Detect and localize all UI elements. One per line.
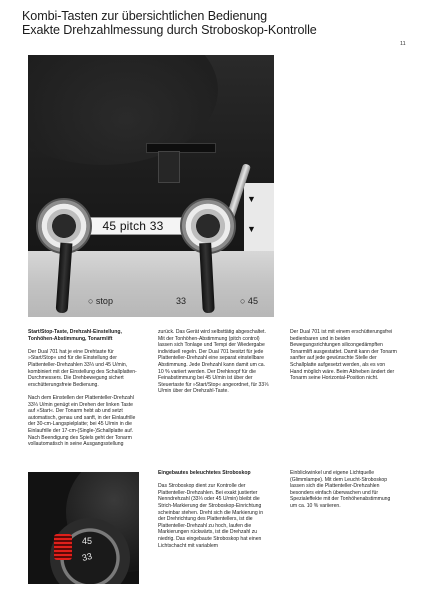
paragraph: Der Dual 701 hat je eine Drehtaste für »Start/Stop« und für die Einstellung der Plattenteller-Drehzahlen 33⅓ und 45 U/min, kombiniert mit der Einstellung des Schallplatten-Durchmessers. Die Drehbewegung sichert erschütterungsfreie Bedienung.	[28, 348, 137, 388]
section-heading-controls: Start/Stop-Taste, Drehzahl-Einstellung, Tonhöhen-Abstimmung, Tonarmlift	[28, 329, 122, 342]
strobe-45-label: 45	[82, 536, 93, 546]
speed-33-label: 33	[176, 296, 187, 306]
pitch-window: 45 pitch 33	[84, 217, 182, 235]
headline	[22, 9, 412, 37]
headline-line-1: Kombi-Tasten zur übersichtlichen Bedienung	[22, 9, 268, 23]
pitch-wheel-slot	[158, 151, 180, 183]
speed-45-label: ○ 45	[240, 296, 258, 306]
paragraph: zurück. Das Gerät wird selbsttätig abgeschaltet. Mit der Tonhöhen-Abstimmung (pitch control) lassen sich Tonlage und Tempi der Wiedergabe individuell regeln. Der Dual 701 besitzt für jede Plattenteller-Drehzahl eine separat einstellbare Abstimmung. Jede Drehzahl kann damit um ca. 10 % variiert werden. Der Drehknopf für die Feinabstimmung bei 45 U/min ist über der Steuertaste für »Start/Stop« angeordnet, für 33⅓ U/min über der Drehzahl-Taste.	[158, 329, 269, 395]
paragraph: Der Dual 701 ist mit einem erschütterungsfrei bedienbaren und in beiden Bewegungsrichtungen silicongedämpften Tonarmlift ausgestattet. Damit kann der Tonarm sanfter auf jede gewünschte Stelle der Schallplatte aufgesetzt werden, als es von Hand möglich wäre. Beim Abheben ändert der Tonarm seine Horizontal-Position nicht.	[290, 329, 397, 382]
strobe-slot	[146, 143, 216, 153]
column-pitch-text	[158, 329, 271, 402]
stroboscope-photo	[28, 472, 139, 584]
headline-line-2: Exakte Drehzahlmessung durch Stroboskop-Kontrolle	[22, 23, 317, 37]
strobe-33-label: 33	[81, 551, 93, 563]
paragraph: Nach dem Einstellen der Plattenteller-Drehzahl 33⅓ U/min genügt ein Drehen der linken Taste auf »Start«. Der Tonarm hebt ab und setzt automatisch, genau und sanft, in der Einlaufrille der 30-cm-Langspielplatte; bei 45 U/min in die Einlaufrille der 17-cm-(Single-)Schallplatte auf. Nach Beendigung des Spiels geht der Tonarm vollautomatisch in seine Ausgangsstellung	[28, 394, 136, 448]
column-stroboscope-text-2	[290, 470, 398, 516]
cue-arrow-icon: ▼	[247, 224, 256, 234]
strobe-markings	[54, 534, 72, 560]
column-stroboscope-text	[158, 470, 271, 556]
paragraph: Das Stroboskop dient zur Kontrolle der Plattenteller-Drehzahlen. Bei exakt justierter Nenndrehzahl (33⅓ oder 45 U/min) bleibt die Strich-Markierung der Stroboskop-Einrichtung scheinbar stehen. Dreht sich die Markierung in der Drehrichtung des Plattentellers, ist die Plattenteller-Drehzahl zu hoch, laufen die Markierungen rückwärts, ist die Drehzahl zu niedrig. Das eingebaute Stroboskop hat einen Lichtschacht mit variablem	[158, 483, 264, 549]
turntable-controls-photo	[28, 55, 274, 317]
page-number: 11	[400, 41, 406, 47]
column-controls-text	[28, 329, 138, 454]
paragraph: Einblickwinkel und eigene Lichtquelle (Glimmlampe). Mit dem Leucht-Stroboskop lassen sich die Plattenteller-Drehzahlen besonders einfach überwachen und für Spezialeffekte mit der Tonhöhenabstimmung um ca. 10 % variieren.	[290, 470, 391, 509]
stop-label: ○ stop	[88, 296, 113, 306]
column-lift-text	[290, 329, 398, 388]
cue-arrow-icon: ▼	[247, 194, 256, 204]
section-heading-stroboscope: Eingebautes beleuchtetes Stroboskop	[158, 470, 251, 476]
